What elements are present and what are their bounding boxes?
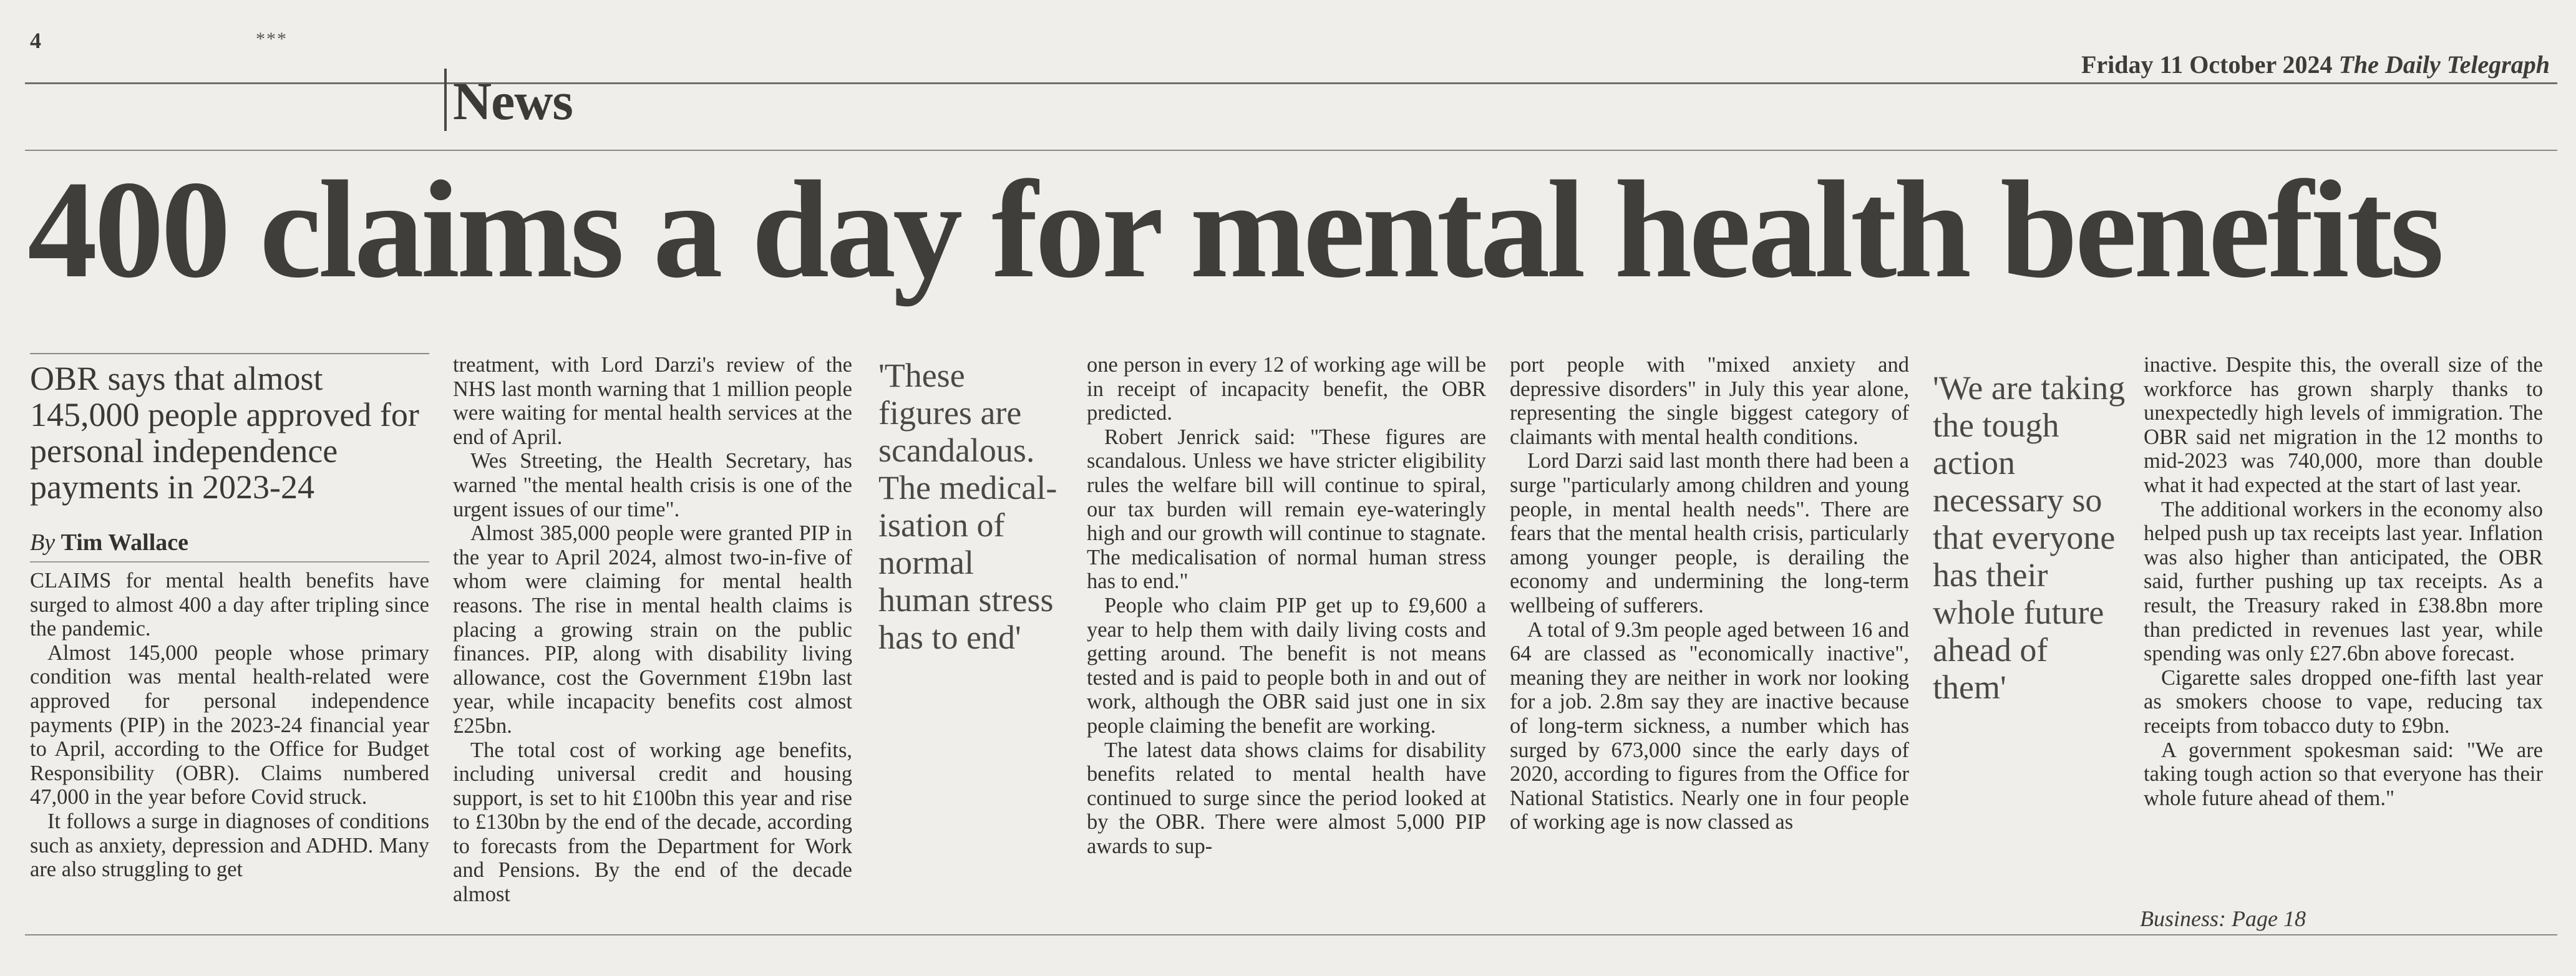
newspaper-name: The Daily Telegraph (2338, 51, 2550, 79)
section-label: News (453, 71, 573, 131)
paragraph: It follows a surge in diagnoses of conditions such as anxiety, depression and ADHD. Many are also struggling to get (30, 809, 429, 882)
headline: 400 claims a day for mental health benefits (27, 152, 2441, 307)
paragraph: Almost 385,000 people were granted PIP in the year to April 2024, almost two-in-five of whom were claiming for mental health reasons. The rise in mental health claims is placing a growing strain on the public finances. PIP, along with disability living allowance, cost the Government £19bn last year, while incapacity benefits cost almost £25bn. (453, 521, 852, 738)
byline-prefix: By (30, 529, 56, 556)
paragraph: CLAIMS for mental health benefits have surged to almost 400 a day after tripling since the pandemic. (30, 569, 429, 641)
article-column-4 (1510, 353, 1909, 834)
paragraph: inactive. Despite this, the overall size of the workforce has grown sharply thanks to unexpectedly high levels of immigration. The OBR said net migration in the 12 months to mid-2023 was 740,000, more than double what it had expected at the start of last year. (2144, 353, 2543, 497)
paragraph: The total cost of working age benefits, including universal credit and housing support, is set to hit £100bn this year and rise to £130bn by the end of the decade, according to forecasts from the Department for Work and Pensions. By the end of the decade almost (453, 738, 852, 907)
paragraph: Lord Darzi said last month there had been a surge "particularly among children and young people, in mental health needs". There are fears that the mental health crisis, particularly among younger people, is derailing the economy and undermining the long-term wellbeing of sufferers. (1510, 449, 1909, 617)
paragraph: Robert Jenrick said: "These figures are scandalous. Unless we have stricter eligibility rules the welfare bill will continue to spiral, our tax burden will remain eye-wateringly high and our growth will continue to stagnate. The medicalisation of normal human stress has to end." (1087, 425, 1486, 594)
paragraph: Cigarette sales dropped one-fifth last year as smokers choose to vape, reducing tax receipts from tobacco duty to £9bn. (2144, 665, 2543, 738)
standfirst-rule (30, 353, 429, 354)
paragraph: A government spokesman said: "We are taking tough action so that everyone has their whole future ahead of them." (2144, 738, 2543, 810)
pull-quote-jenrick: 'These figures are scandalous. The medical-isation of normal human stress has to end' (878, 357, 1057, 656)
continuation-reference: Business: Page 18 (2140, 906, 2306, 931)
article-column-5 (2144, 353, 2543, 810)
paragraph: one person in every 12 of working age will be in receipt of incapacity benefit, the OBR predicted. (1087, 353, 1486, 425)
paragraph: treatment, with Lord Darzi's review of the NHS last month warning that 1 million people were waiting for mental health services at the end of April. (453, 353, 852, 449)
standfirst: OBR says that almost 145,000 people approved for personal independence payments in 2023-24 (30, 360, 419, 506)
article-column-1 (30, 569, 429, 882)
paragraph: port people with "mixed anxiety and depressive disorders" in July this year alone, representing the single biggest category of claimants with mental health conditions. (1510, 353, 1909, 449)
paragraph: The latest data shows claims for disability benefits related to mental health have continued to surge since the period looked at by the OBR. There were almost 5,000 PIP awards to sup- (1087, 738, 1486, 858)
issue-date: Friday 11 October 2024 (2081, 51, 2333, 79)
edition-stars: *** (256, 29, 288, 49)
section-divider (444, 69, 447, 131)
author-name: Tim Wallace (61, 529, 189, 556)
byline (30, 529, 188, 556)
paragraph: A total of 9.3m people aged between 16 and 64 are classed as "economically inactive", meaning they are neither in work nor looking for a job. 2.8m say they are inactive because of long-term sickness, a number which has surged by 673,000 since the early days of 2020, according to figures from the Office for National Statistics. Nearly one in four people of working age is now classed as (1510, 617, 1909, 834)
paragraph: Almost 145,000 people whose primary condition was mental health-related were approved for personal independence payments (PIP) in the 2023-24 financial year to April, according to the Office for Budget Responsibility (OBR). Claims numbered 47,000 in the year before Covid struck. (30, 640, 429, 809)
byline-rule (30, 561, 429, 563)
header-rule (25, 82, 2557, 84)
paragraph: The additional workers in the economy also helped push up tax receipts last year. Inflation was also higher than anticipated, the OBR said, further pushing up tax receipts. As a result, the Treasury raked in £38.8bn more than predicted in revenues last year, while spending was only £27.6bn above forecast. (2144, 497, 2543, 666)
dateline (2081, 50, 2550, 79)
article-column-2 (453, 353, 852, 907)
footer-rule (25, 934, 2557, 935)
page-number: 4 (30, 28, 41, 53)
article-column-3 (1087, 353, 1486, 858)
pull-quote-government: 'We are taking the tough action necessary so that everyone has their whole future ahead of them' (1933, 369, 2126, 706)
paragraph: Wes Streeting, the Health Secretary, has warned "the mental health crisis is one of the urgent issues of our time". (453, 449, 852, 521)
paragraph: People who claim PIP get up to £9,600 a year to help them with daily living costs and getting around. The benefit is not means tested and is paid to people both in and out of work, although the OBR said just one in six people claiming the benefit are working. (1087, 593, 1486, 738)
